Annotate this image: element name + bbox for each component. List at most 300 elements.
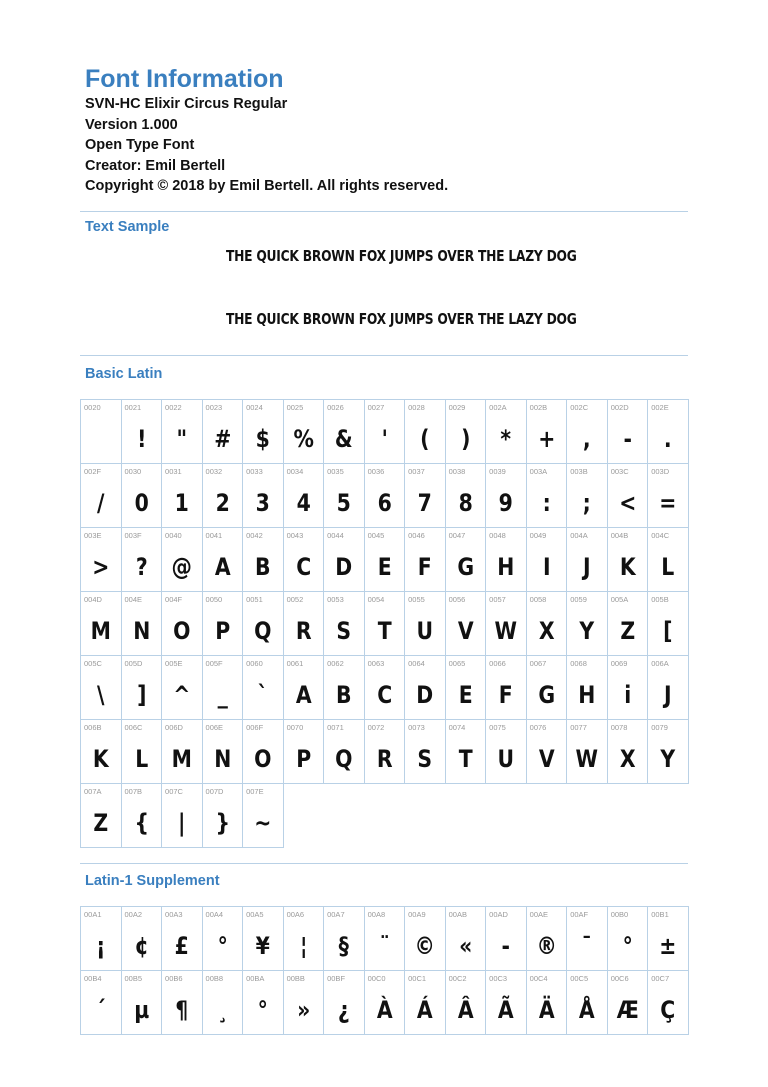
glyph-cell <box>162 400 203 464</box>
glyph-codepoint: 0049 <box>529 531 547 540</box>
glyph-codepoint: 0065 <box>448 659 466 668</box>
glyph-codepoint: 00B0 <box>610 910 629 919</box>
glyph-codepoint: 0022 <box>165 403 182 412</box>
glyph-preview: S <box>417 745 433 773</box>
glyph-codepoint: 0024 <box>246 403 263 412</box>
glyph-preview: [ <box>663 617 673 645</box>
glyph-preview: ¶ <box>175 996 189 1024</box>
glyph-codepoint: 0030 <box>124 467 142 476</box>
glyph-cell <box>486 656 527 720</box>
glyph-codepoint: 00B4 <box>84 974 102 983</box>
glyph-cell <box>648 720 689 784</box>
page-title: Font Information <box>85 65 284 93</box>
glyph-preview: X <box>619 745 636 773</box>
glyph-codepoint: 00C7 <box>651 974 670 983</box>
glyph-cell <box>446 528 487 592</box>
glyph-preview: / <box>97 489 105 517</box>
glyph-codepoint: 0067 <box>529 659 547 668</box>
glyph-cell <box>203 656 244 720</box>
glyph-codepoint: 0027 <box>367 403 385 412</box>
glyph-cell <box>162 784 203 848</box>
glyph-cell <box>284 400 325 464</box>
glyph-cell <box>243 400 284 464</box>
glyph-preview: H <box>497 553 515 581</box>
glyph-cell <box>162 720 203 784</box>
glyph-preview: Ä <box>538 996 555 1024</box>
glyph-cell <box>527 464 568 528</box>
glyph-preview: 6 <box>377 489 392 517</box>
glyph-codepoint: 0029 <box>448 403 466 412</box>
glyph-cell <box>122 464 163 528</box>
glyph-preview: Ã <box>498 996 514 1024</box>
glyph-codepoint: 006C <box>124 723 143 732</box>
glyph-preview: J <box>583 553 591 581</box>
glyph-codepoint: 0020 <box>84 403 101 412</box>
glyph-cell <box>122 971 163 1035</box>
glyph-codepoint: 005A <box>610 595 629 604</box>
glyph-codepoint: 002F <box>84 467 102 476</box>
glyph-cell <box>203 400 244 464</box>
font-version: Version 1.000 <box>85 116 178 133</box>
glyph-preview: J <box>664 681 672 709</box>
glyph-preview: $ <box>255 425 270 453</box>
glyph-codepoint: 00C0 <box>367 974 386 983</box>
glyph-codepoint: 003C <box>610 467 629 476</box>
glyph-codepoint: 006D <box>165 723 183 732</box>
glyph-preview: ¥ <box>255 932 270 960</box>
glyph-cell <box>405 907 446 971</box>
glyph-cell <box>446 400 487 464</box>
glyph-preview: I <box>542 553 551 581</box>
glyph-codepoint: 0078 <box>610 723 628 732</box>
glyph-codepoint: 006F <box>246 723 264 732</box>
glyph-preview: G <box>538 681 555 709</box>
glyph-preview: K <box>92 745 109 773</box>
glyph-cell <box>284 464 325 528</box>
glyph-preview: + <box>537 425 555 453</box>
glyph-preview: R <box>376 745 393 773</box>
glyph-codepoint: 005D <box>124 659 143 668</box>
glyph-codepoint: 0028 <box>408 403 425 412</box>
glyph-preview: £ <box>174 932 189 960</box>
glyph-preview: ¿ <box>337 996 350 1024</box>
glyph-codepoint: 0033 <box>246 467 263 476</box>
glyph-cell <box>324 592 365 656</box>
glyph-codepoint: 00BB <box>286 974 305 983</box>
glyph-cell <box>365 400 406 464</box>
glyph-codepoint: 00B8 <box>205 974 224 983</box>
glyph-cell <box>81 720 122 784</box>
glyph-preview: Y <box>579 617 595 645</box>
glyph-preview: N <box>213 745 231 773</box>
glyph-codepoint: 00AF <box>570 910 589 919</box>
glyph-codepoint: 004C <box>651 531 670 540</box>
glyph-cell <box>81 907 122 971</box>
glyph-codepoint: 0053 <box>327 595 344 604</box>
glyph-preview: 9 <box>498 489 514 517</box>
glyph-codepoint: 00AE <box>529 910 549 919</box>
glyph-codepoint: 007C <box>165 787 183 796</box>
glyph-preview: - <box>501 932 511 960</box>
glyph-cell <box>162 971 203 1035</box>
glyph-codepoint: 00B1 <box>651 910 669 919</box>
glyph-preview: T <box>458 745 473 773</box>
font-name: SVN-HC Elixir Circus Regular <box>85 96 288 112</box>
font-info <box>85 94 448 197</box>
glyph-cell <box>486 907 527 971</box>
glyph-cell <box>608 528 649 592</box>
glyph-codepoint: 0036 <box>367 467 385 476</box>
glyph-preview: M <box>171 745 192 773</box>
glyph-cell <box>203 528 244 592</box>
glyph-preview: Ç <box>660 996 676 1024</box>
glyph-codepoint: 00A6 <box>286 910 305 919</box>
glyph-codepoint: 0025 <box>286 403 304 412</box>
glyph-codepoint: 00A3 <box>165 910 183 919</box>
glyph-cell <box>122 720 163 784</box>
glyph-preview: ¸ <box>217 996 228 1024</box>
glyph-cell <box>405 464 446 528</box>
glyph-preview: © <box>414 932 436 960</box>
glyph-cell <box>122 784 163 848</box>
glyph-preview: ± <box>659 932 677 960</box>
glyph-cell <box>365 971 406 1035</box>
glyph-codepoint: 004B <box>610 531 629 540</box>
glyph-cell <box>608 656 649 720</box>
glyph-preview: E <box>458 681 473 709</box>
glyph-preview: E <box>377 553 392 581</box>
glyph-preview: A <box>214 553 231 581</box>
section-title-text-sample: Text Sample <box>85 219 170 235</box>
glyph-cell <box>365 907 406 971</box>
glyph-preview: ` <box>257 681 268 709</box>
glyph-preview: Z <box>93 809 109 837</box>
glyph-cell <box>243 464 284 528</box>
glyph-codepoint: 00A5 <box>246 910 264 919</box>
glyph-grid-basic-latin <box>80 399 689 848</box>
glyph-cell <box>122 656 163 720</box>
glyph-preview: W <box>494 617 518 645</box>
glyph-cell <box>122 528 163 592</box>
glyph-preview: * <box>500 425 512 453</box>
glyph-codepoint: 0038 <box>448 467 466 476</box>
glyph-codepoint: 0066 <box>489 659 506 668</box>
glyph-codepoint: 003D <box>651 467 670 476</box>
glyph-cell <box>648 971 689 1035</box>
glyph-cell <box>608 720 649 784</box>
glyph-preview: , <box>583 425 591 453</box>
glyph-preview: M <box>90 617 111 645</box>
glyph-preview: ´ <box>95 996 106 1024</box>
glyph-preview: i <box>623 681 631 709</box>
glyph-preview: ' <box>381 425 388 453</box>
glyph-codepoint: 0032 <box>205 467 223 476</box>
glyph-cell <box>567 400 608 464</box>
glyph-codepoint: 00A7 <box>327 910 345 919</box>
glyph-cell <box>567 720 608 784</box>
glyph-preview: T <box>377 617 392 645</box>
glyph-cell <box>81 784 122 848</box>
glyph-preview: ( <box>420 425 430 453</box>
glyph-codepoint: 00B5 <box>124 974 143 983</box>
glyph-preview: Á <box>416 996 433 1024</box>
glyph-codepoint: 00C4 <box>529 974 548 983</box>
glyph-cell <box>284 720 325 784</box>
glyph-preview: G <box>457 553 474 581</box>
glyph-codepoint: 0063 <box>367 659 385 668</box>
glyph-cell <box>486 400 527 464</box>
glyph-cell <box>527 592 568 656</box>
glyph-preview: # <box>213 425 231 453</box>
glyph-cell <box>567 592 608 656</box>
glyph-cell <box>567 907 608 971</box>
glyph-codepoint: 00B6 <box>165 974 183 983</box>
glyph-preview: B <box>336 681 352 709</box>
glyph-codepoint: 0041 <box>205 531 223 540</box>
glyph-cell <box>527 400 568 464</box>
glyph-preview: ¡ <box>96 932 106 960</box>
glyph-preview: L <box>661 553 675 581</box>
font-creator: Creator: Emil Bertell <box>85 157 226 174</box>
glyph-codepoint: 007B <box>124 787 143 796</box>
glyph-codepoint: 0060 <box>246 659 263 668</box>
glyph-codepoint: 0061 <box>286 659 304 668</box>
glyph-cell <box>284 528 325 592</box>
glyph-codepoint: 0050 <box>205 595 223 604</box>
glyph-cell <box>243 592 284 656</box>
glyph-cell <box>486 720 527 784</box>
glyph-codepoint: 0074 <box>448 723 466 732</box>
glyph-codepoint: 004F <box>165 595 183 604</box>
glyph-preview: « <box>458 932 472 960</box>
glyph-preview: \ <box>97 681 105 709</box>
glyph-codepoint: 00C6 <box>610 974 629 983</box>
glyph-codepoint: 0057 <box>489 595 506 604</box>
glyph-cell <box>648 907 689 971</box>
glyph-codepoint: 005F <box>205 659 223 668</box>
glyph-grid-latin1-supplement <box>80 906 689 1035</box>
glyph-preview: F <box>417 553 432 581</box>
glyph-preview: ® <box>536 932 557 960</box>
glyph-codepoint: 0073 <box>408 723 425 732</box>
divider <box>80 863 688 864</box>
glyph-cell <box>405 656 446 720</box>
glyph-cell <box>486 592 527 656</box>
glyph-codepoint: 0068 <box>570 659 587 668</box>
glyph-preview: ^ <box>173 681 191 709</box>
glyph-codepoint: 0042 <box>246 531 263 540</box>
glyph-preview: ; <box>582 489 592 517</box>
glyph-cell <box>648 592 689 656</box>
glyph-preview: ° <box>257 996 268 1024</box>
glyph-preview: Q <box>254 617 272 645</box>
glyph-cell <box>446 720 487 784</box>
glyph-preview: A <box>295 681 312 709</box>
glyph-preview: C <box>295 553 311 581</box>
glyph-codepoint: 002E <box>651 403 669 412</box>
glyph-cell <box>405 528 446 592</box>
glyph-cell <box>81 971 122 1035</box>
glyph-codepoint: 0034 <box>286 467 304 476</box>
glyph-codepoint: 0043 <box>286 531 304 540</box>
glyph-codepoint: 0064 <box>408 659 425 668</box>
glyph-preview: U <box>416 617 434 645</box>
glyph-preview: } <box>215 809 230 837</box>
glyph-codepoint: 00A1 <box>84 910 102 919</box>
glyph-codepoint: 0055 <box>408 595 425 604</box>
glyph-preview: ) <box>460 425 471 453</box>
glyph-codepoint: 00A4 <box>205 910 224 919</box>
glyph-cell <box>243 656 284 720</box>
glyph-preview: U <box>497 745 515 773</box>
glyph-cell <box>648 656 689 720</box>
glyph-preview: Æ <box>616 996 639 1024</box>
glyph-cell <box>324 528 365 592</box>
glyph-preview: < <box>618 489 637 517</box>
glyph-cell <box>203 784 244 848</box>
glyph-codepoint: 0044 <box>327 531 344 540</box>
font-copyright: Copyright © 2018 by Emil Bertell. All rights reserved. <box>85 178 449 194</box>
glyph-preview: ¯ <box>581 932 593 960</box>
glyph-codepoint: 0079 <box>651 723 668 732</box>
glyph-codepoint: 003E <box>84 531 102 540</box>
glyph-preview: { <box>134 809 149 837</box>
glyph-preview: Q <box>335 745 353 773</box>
glyph-cell <box>203 464 244 528</box>
glyph-codepoint: 00BF <box>327 974 346 983</box>
glyph-preview: 2 <box>215 489 230 517</box>
glyph-codepoint: 0051 <box>246 595 263 604</box>
glyph-cell <box>608 464 649 528</box>
glyph-cell <box>284 592 325 656</box>
glyph-codepoint: 0037 <box>408 467 425 476</box>
glyph-codepoint: 006E <box>205 723 224 732</box>
glyph-cell <box>405 971 446 1035</box>
glyph-preview: " <box>176 425 188 453</box>
glyph-preview: µ <box>133 996 149 1024</box>
glyph-cell <box>527 907 568 971</box>
glyph-codepoint: 006B <box>84 723 102 732</box>
glyph-cell <box>81 528 122 592</box>
glyph-preview: X <box>538 617 555 645</box>
glyph-preview: § <box>338 932 349 960</box>
glyph-cell <box>446 907 487 971</box>
glyph-preview: B <box>255 553 271 581</box>
glyph-cell <box>527 971 568 1035</box>
glyph-cell <box>446 656 487 720</box>
glyph-cell <box>405 592 446 656</box>
glyph-cell <box>486 464 527 528</box>
glyph-preview: C <box>376 681 392 709</box>
glyph-cell <box>365 720 406 784</box>
glyph-codepoint: 004A <box>570 531 588 540</box>
divider <box>80 355 688 356</box>
glyph-preview: 5 <box>336 489 351 517</box>
glyph-cell <box>122 907 163 971</box>
glyph-cell <box>486 971 527 1035</box>
glyph-preview: D <box>335 553 353 581</box>
glyph-codepoint: 0040 <box>165 531 182 540</box>
glyph-preview: 7 <box>417 489 432 517</box>
glyph-cell <box>608 592 649 656</box>
glyph-codepoint: 002C <box>570 403 589 412</box>
text-sample-line-1: THE QUICK BROWN FOX JUMPS OVER THE LAZY DOG <box>225 247 577 265</box>
glyph-codepoint: 0047 <box>448 531 466 540</box>
glyph-preview: Z <box>620 617 635 645</box>
glyph-codepoint: 00C1 <box>408 974 427 983</box>
glyph-codepoint: 00AB <box>448 910 467 919</box>
glyph-preview: L <box>134 745 148 773</box>
glyph-codepoint: 0026 <box>327 403 344 412</box>
glyph-cell <box>203 592 244 656</box>
glyph-cell <box>446 592 487 656</box>
glyph-codepoint: 002B <box>529 403 548 412</box>
glyph-codepoint: 003A <box>529 467 548 476</box>
glyph-codepoint: 00A2 <box>124 910 143 919</box>
glyph-cell <box>243 528 284 592</box>
glyph-codepoint: 0021 <box>124 403 142 412</box>
glyph-preview: ~ <box>254 809 272 837</box>
glyph-preview: & <box>334 425 353 453</box>
glyph-preview: » <box>296 996 310 1024</box>
glyph-cell <box>365 528 406 592</box>
glyph-preview: K <box>619 553 636 581</box>
glyph-preview: 1 <box>174 489 189 517</box>
glyph-cell <box>284 656 325 720</box>
glyph-cell <box>324 720 365 784</box>
glyph-cell <box>324 907 365 971</box>
glyph-codepoint: 003F <box>124 531 142 540</box>
glyph-codepoint: 00C2 <box>448 974 467 983</box>
glyph-preview: V <box>538 745 555 773</box>
glyph-preview: - <box>623 425 632 453</box>
glyph-preview: @ <box>171 553 192 581</box>
glyph-preview: 8 <box>458 489 473 517</box>
glyph-preview: W <box>575 745 599 773</box>
glyph-codepoint: 002D <box>610 403 629 412</box>
glyph-preview: ° <box>622 932 633 960</box>
glyph-codepoint: 005C <box>84 659 102 668</box>
glyph-codepoint: 0023 <box>205 403 223 412</box>
glyph-preview: F <box>498 681 513 709</box>
glyph-preview: 3 <box>255 489 270 517</box>
glyph-cell <box>162 907 203 971</box>
glyph-preview: | <box>178 809 186 837</box>
glyph-codepoint: 002A <box>489 403 507 412</box>
glyph-cell <box>567 528 608 592</box>
glyph-codepoint: 005B <box>651 595 669 604</box>
glyph-preview: Â <box>457 996 474 1024</box>
glyph-cell <box>243 907 284 971</box>
glyph-cell <box>608 907 649 971</box>
glyph-codepoint: 0035 <box>327 467 344 476</box>
glyph-cell <box>243 971 284 1035</box>
glyph-cell <box>648 400 689 464</box>
glyph-cell <box>608 400 649 464</box>
glyph-cell <box>203 907 244 971</box>
glyph-preview: ! <box>136 425 146 453</box>
glyph-cell <box>81 656 122 720</box>
glyph-preview: ¦ <box>299 932 308 960</box>
glyph-codepoint: 0070 <box>286 723 304 732</box>
glyph-codepoint: 004E <box>124 595 143 604</box>
text-sample-line-2: THE QUICK BROWN FOX JUMPS OVER THE LAZY DOG <box>225 310 577 328</box>
glyph-cell <box>203 720 244 784</box>
glyph-preview: % <box>293 425 314 453</box>
glyph-cell <box>527 720 568 784</box>
glyph-preview: 4 <box>296 489 311 517</box>
glyph-preview: O <box>254 745 272 773</box>
